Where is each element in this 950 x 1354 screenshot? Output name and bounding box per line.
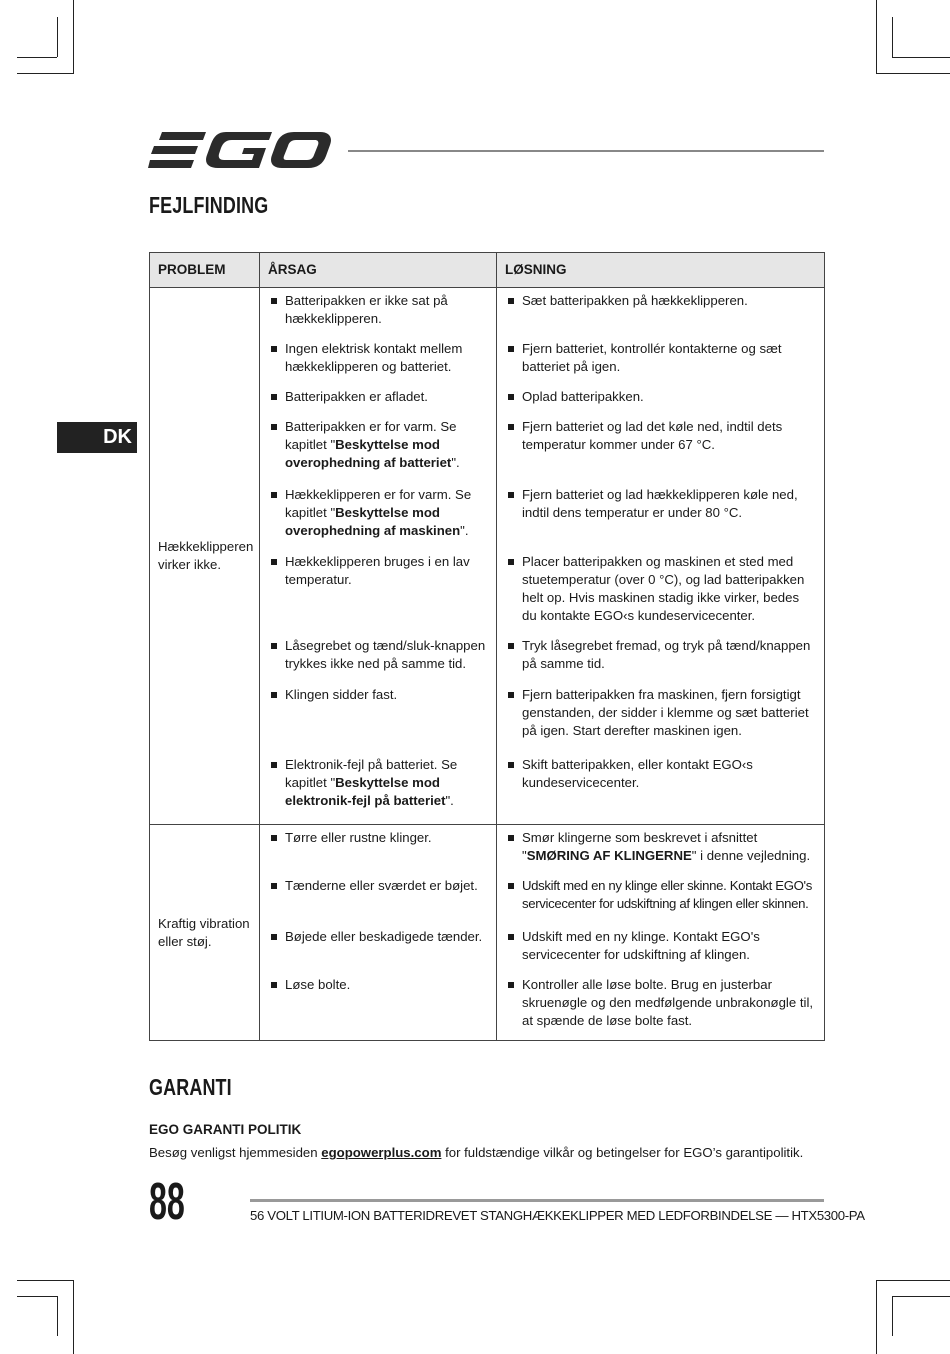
section-title-troubleshooting: FEJLFINDING <box>149 192 269 218</box>
list-item: Udskift med en ny klinge eller skinne. Kontakt EGO's servicecenter for udskiftning af klingen eller skinnen. <box>505 877 816 920</box>
list-item: Ingen elektrisk kontakt mellem hækkeklipperen og batteriet. <box>268 340 488 380</box>
table-header-row <box>150 253 825 288</box>
header-problem: PROBLEM <box>150 253 260 288</box>
section-title-warranty: GARANTI <box>149 1074 232 1100</box>
list-item: Løse bolte. <box>268 976 488 1030</box>
crop-mark <box>876 73 950 74</box>
cause-cell <box>260 288 497 825</box>
list-item: Oplad batteripakken. <box>505 388 816 410</box>
crop-mark <box>892 1296 950 1297</box>
crop-mark <box>73 0 74 74</box>
header-rule <box>348 150 824 152</box>
list-item: Fjern batteripakken fra maskinen, fjern forsigtigt genstanden, der sidder i klemme og sæt batteriet på igen. Start derefter maskinen igen. <box>505 686 816 748</box>
list-item: Tryk låsegrebet fremad, og tryk på tænd/knappen på samme tid. <box>505 637 816 678</box>
list-item: Batteripakken er afladet. <box>268 388 488 410</box>
problem-cell: Kraftig vibration eller støj. <box>150 825 260 1041</box>
crop-mark <box>876 1280 950 1281</box>
list-item: Udskift med en ny klinge. Kontakt EGO's servicecenter for udskiftning af klingen. <box>505 928 816 968</box>
language-tab: DK <box>57 422 137 453</box>
crop-mark <box>892 1296 893 1336</box>
header-solution: LØSNING <box>497 253 825 288</box>
table-row <box>150 288 825 825</box>
crop-mark <box>876 0 877 74</box>
list-item: Sæt batteripakken på hækkeklipperen. <box>505 292 816 332</box>
list-item: Fjern batteriet og lad hækkeklipperen køle ned, indtil dens temperatur er under 80 °C. <box>505 486 816 545</box>
list-item: Placer batteripakken og maskinen et sted med stuetemperatur (over 0 °C), og lad batteripakken helt op. Hvis maskinen stadig ikke virker, bedes du kontakte EGO‹s kundeservicecenter. <box>505 553 816 629</box>
list-item: Batteripakken er for varm. Se kapitlet "Beskyttelse mod overophedning af batteriet". <box>268 418 488 478</box>
warranty-text: for fuldstændige vilkår og betingelser for EGO’s garantipolitik. <box>441 1145 804 1160</box>
crop-mark <box>57 1296 58 1336</box>
ego-logo <box>148 128 332 172</box>
list-item: Tørre eller rustne klinger. <box>268 829 488 869</box>
list-item: Låsegrebet og tænd/sluk-knappen trykkes ikke ned på samme tid. <box>268 637 488 678</box>
crop-mark <box>17 1280 74 1281</box>
warranty-subtitle: EGO GARANTI POLITIK <box>149 1122 302 1137</box>
list-item: Hækkeklipperen bruges i en lav temperatur. <box>268 553 488 629</box>
troubleshooting-table <box>149 252 825 1041</box>
page-number: 88 <box>149 1173 185 1231</box>
list-item: Skift batteripakken, eller kontakt EGO‹s kundeservicecenter. <box>505 756 816 814</box>
warranty-text: Besøg venligst hjemmesiden <box>149 1145 322 1160</box>
crop-mark <box>17 57 57 58</box>
crop-mark <box>17 1296 57 1297</box>
table-row <box>150 825 825 1041</box>
list-item: Fjern batteriet og lad det køle ned, indtil dets temperatur kommer under 67 °C. <box>505 418 816 478</box>
crop-mark <box>892 57 950 58</box>
list-item: Hækkeklipperen er for varm. Se kapitlet "Beskyttelse mod overophedning af maskinen". <box>268 486 488 545</box>
list-item: Smør klingerne som beskrevet i afsnittet "SMØRING AF KLINGERNE" i denne vejledning. <box>505 829 816 869</box>
crop-mark <box>73 1280 74 1354</box>
list-item: Elektronik-fejl på batteriet. Se kapitlet "Beskyttelse mod elektronik-fejl på batteriet". <box>268 756 488 814</box>
list-item: Fjern batteriet, kontrollér kontakterne og sæt batteriet på igen. <box>505 340 816 380</box>
header-cause: ÅRSAG <box>260 253 497 288</box>
crop-mark <box>57 17 58 57</box>
cause-cell <box>260 825 497 1041</box>
warranty-paragraph <box>149 1145 803 1160</box>
list-item: Batteripakken er ikke sat på hækkeklipperen. <box>268 292 488 332</box>
footer-title: 56 VOLT LITIUM-ION BATTERIDREVET STANGHÆKKEKLIPPER MED LEDFORBINDELSE — HTX5300-PA <box>250 1208 865 1223</box>
warranty-link[interactable]: egopowerplus.com <box>321 1145 442 1160</box>
crop-mark <box>892 17 893 57</box>
crop-mark <box>876 1280 877 1354</box>
list-item: Bøjede eller beskadigede tænder. <box>268 928 488 968</box>
solution-cell <box>497 288 825 825</box>
solution-cell <box>497 825 825 1041</box>
crop-mark <box>17 73 74 74</box>
problem-cell: Hækkeklipperen virker ikke. <box>150 288 260 825</box>
list-item: Kontroller alle løse bolte. Brug en justerbar skruenøgle og den medfølgende unbrakonøgle til, at spænde de løse bolte fast. <box>505 976 816 1030</box>
list-item: Klingen sidder fast. <box>268 686 488 748</box>
list-item: Tænderne eller sværdet er bøjet. <box>268 877 488 920</box>
footer-rule <box>250 1199 824 1202</box>
